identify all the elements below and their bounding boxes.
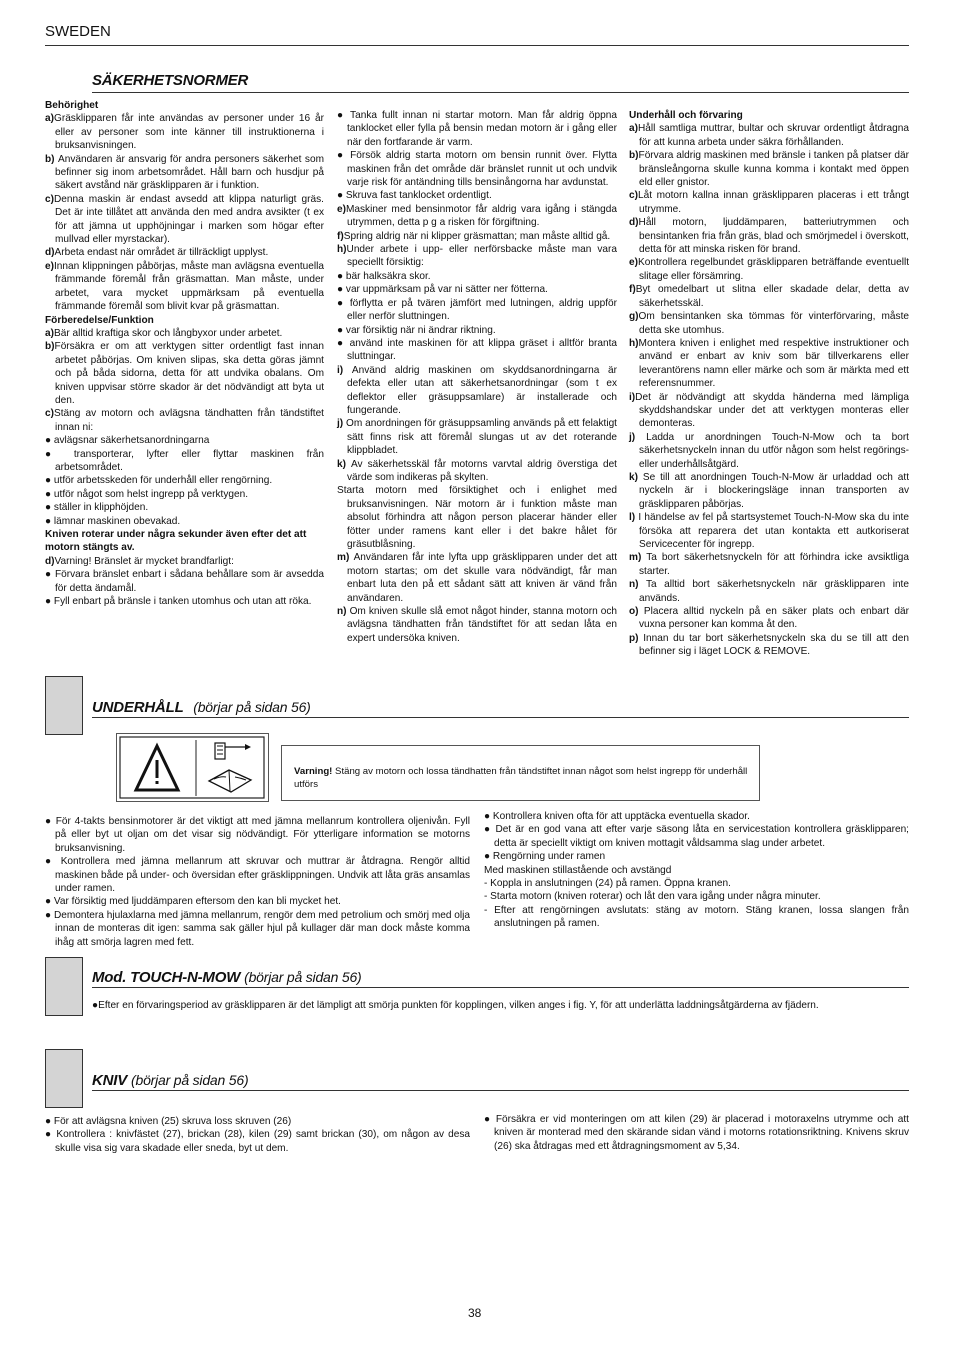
paragraph: ● Kontrollera med jämna mellanrum att skruvar och muttrar är åtdragna. Rengör alltid maskinen både på under- och översidan efter gräsklippningen. Undvik att låta gräs ansamlas under ramen. bbox=[45, 856, 470, 895]
paragraph: j) Ladda ur anordningen Touch-N-Mow och ta bort säkerhetsnyckeln innan du utför någon som helst regörings- eller underhållsåtgärd. bbox=[629, 431, 909, 470]
touch-text: ●Efter en förvaringsperiod av gräsklipparen är det lämpligt att smörja punkten för kopplingen, vilken anges i fig. Y, för att underlätta laddningsåtgärderna av fjädern. bbox=[92, 1000, 819, 1011]
knife-title-text: KNIV bbox=[92, 1072, 128, 1089]
warning-icons-box bbox=[116, 733, 269, 802]
paragraph: Starta motorn med försiktighet och i enlighet med bruksanvisningen. När motorn är i funktion måste man absolut förhindra att någon person placerar händer eller fötter under ramens kant eller i det bakre hålet för gräsutblåsning. bbox=[337, 485, 617, 550]
paragraph: ● Rengörning under ramen bbox=[484, 851, 606, 863]
warning-box bbox=[281, 745, 760, 801]
paragraph: j) Om anordningen för gräsuppsamling används på ett felaktigt sätt finns risk att föremål slungas ut av det roterande klippbladet. bbox=[337, 418, 617, 457]
page-number: 38 bbox=[468, 1306, 482, 1320]
paragraph: ● använd inte maskinen för att klippa gräset i alltför branta sluttningar. bbox=[337, 337, 617, 363]
paragraph: o) Placera alltid nyckeln på en säker plats och enbart där vuxna personer kan komma åt den. bbox=[629, 606, 909, 631]
maintenance-right-column bbox=[484, 810, 909, 931]
warning-label: Varning! bbox=[294, 766, 333, 777]
knife-title-rule bbox=[92, 1090, 909, 1091]
paragraph: f)Spring aldrig när ni klipper gräsmattan; man måste alltid gå. bbox=[337, 230, 611, 242]
touch-gray-tab bbox=[45, 957, 83, 1016]
touch-title-text: Mod. TOUCH-N-MOW bbox=[92, 969, 241, 986]
paragraph: m) Ta bort säkerhetsnyckeln för att förhindra icke avsiktliga starter. bbox=[629, 552, 909, 577]
paragraph: ● Skruva fast tanklocket ordentligt. bbox=[337, 190, 492, 202]
paragraph: k) Se till att anordningen Touch-N-Mow är urladdad och att nyckeln är i blockeringsläge innan transporten av gräsklipparen påbörjas. bbox=[629, 471, 909, 510]
paragraph: n) Ta alltid bort säkerhetsnyckeln när gräsklipparen inte används. bbox=[629, 579, 909, 604]
warning-message: Stäng av motorn och lossa tändhatten från tändstiftet innan något som helst ingrepp för underhåll utförs bbox=[294, 766, 748, 790]
maintenance-title bbox=[92, 699, 311, 716]
paragraph: c)Låt motorn kallna innan gräsklipparen placeras i ett trångt utrymme. bbox=[629, 190, 909, 215]
paragraph: h)Under arbete i upp- eller nerförsbacke måste man vara speciellt försiktig: bbox=[337, 244, 617, 269]
paragraph: e)Kontrollera regelbundet gräsklipparen beträffande eventuellt slitage eller försämring. bbox=[629, 257, 909, 282]
country-label: SWEDEN bbox=[45, 23, 111, 40]
paragraph: l) I händelse av fel på startsystemet Touch-N-Mow ska du inte försöka att reparera det utan kontakta ett autkoriserat Servicecenter för ingrepp. bbox=[629, 512, 909, 550]
paragraph: p) Innan du tar bort säkerhetsnyckeln ska du se till att den befinner sig i läget LOCK & REMOVE. bbox=[629, 632, 909, 658]
subheading: Förberedelse/Funktion bbox=[45, 314, 154, 326]
paragraph: Med maskinen stillastående och avstängd bbox=[484, 864, 672, 876]
paragraph: c)Stäng av motorn och avlägsna tändhatten från tändstiftet innan ni: bbox=[45, 408, 324, 433]
paragraph: - Efter att rengörningen avslutats: stäng av motorn. Stäng kranen, lossa slangen från anslutningen på ramen. bbox=[484, 904, 909, 930]
manual-book-icon bbox=[209, 770, 251, 792]
paragraph: ● Fyll enbart på bränsle i tanken utomhus och utan att röka. bbox=[45, 596, 312, 608]
paragraph: ● var uppmärksam på var ni sätter ner fötterna. bbox=[337, 284, 548, 296]
warning-triangle-icon bbox=[117, 734, 268, 801]
paragraph: n) Om kniven skulle slå emot något hinder, stanna motorn och avlägsna tändhatten från tändstiftet för att sedan låta en expert undersöka kniven. bbox=[337, 606, 617, 644]
touch-subtitle: (börjar på sidan 56) bbox=[244, 969, 362, 985]
paragraph: ● Kontrollera : knivfästet (27), brickan (28), kilen (29) samt brickan (30), om någon av desa skulle visa sig vara skadade eller sneda, byt ut dem. bbox=[45, 1129, 470, 1154]
paragraph: ● lämnar maskinen obevakad. bbox=[45, 515, 181, 527]
paragraph: ● Försäkra er vid monteringen om att kilen (29) är placerad i motoraxelns utrymme och att kniven är monterad med den skärande sidan vänd i motorns rotationsriktning. Knivens skruv (26) ska åtdragas med ett åtdragningsmoment av 5,34. bbox=[484, 1114, 909, 1152]
paragraph: ● ställer in klipphöjden. bbox=[45, 502, 149, 514]
touch-title bbox=[92, 969, 362, 986]
paragraph: g)Om bensintanken ska tömmas för vinterförvaring, måste detta ske utomhus. bbox=[629, 311, 909, 336]
paragraph: e)Maskiner med bensinmotor får aldrig vara igång i stängda utrymmen, detta p g a risken för förgiftning. bbox=[337, 203, 617, 229]
knife-gray-tab bbox=[45, 1049, 83, 1108]
paragraph: ● avlägsnar säkerhetsanordningarna bbox=[45, 435, 210, 447]
safety-column-2 bbox=[337, 109, 617, 645]
safety-title: SÄKERHETSNORMER bbox=[92, 72, 249, 89]
maintenance-left-column bbox=[45, 815, 470, 949]
paragraph: ● bär halksäkra skor. bbox=[337, 270, 431, 282]
maintenance-title-rule bbox=[92, 717, 909, 718]
safety-column-1 bbox=[45, 99, 324, 608]
paragraph: e)Innan klippningen påbörjas, måste man avlägsna eventuella främmande föremål från gräsmattan. Man måste, under arbetet, vara mycket uppmärksam på eventuella främmande föremål som blivit kvar på gräsmattan. bbox=[45, 260, 324, 313]
paragraph: i) Använd aldrig maskinen om skyddsanordningarna är defekta eller utan att säkerhetsanordningar (som t ex deflektor eller gräsuppsamlare) är installerade och fungerande. bbox=[337, 364, 617, 416]
paragraph: ● Var försiktig med ljuddämparen eftersom den kan bli mycket het. bbox=[45, 896, 341, 908]
paragraph: ● För 4-takts bensinmotorer är det viktigt att med jämna mellanrum kontrollera oljenivån. Fyll på eller byt ut oljan om det visar sig nödvändigt. För ytterligare information se motorns bruksanvisning. bbox=[45, 816, 470, 854]
paragraph: m) Användaren får inte lyfta upp gräsklipparen under det att motorn startas; om det skulle vara nödvändigt, får man enbart luta den på ett sådant sätt att kniven är vänd från användaren. bbox=[337, 552, 617, 604]
paragraph: ● Förvara bränslet enbart i sådana behållare som är avsedda för detta ändamål. bbox=[45, 569, 324, 594]
subheading: Kniven roterar under några sekunder även efter det att motorn stängts av. bbox=[45, 529, 307, 554]
paragraph: d)Varning! Bränslet är mycket brandfarligt: bbox=[45, 555, 234, 567]
paragraph: f)Byt omedelbart ut slitna eller skadade delar, detta av säkerhetsskäl. bbox=[629, 284, 909, 309]
paragraph: ● Försök aldrig starta motorn om bensin runnit över. Flytta maskinen från det område där bränslet runnit ut och undvik varje risk för antändning tills bensinångorna har avdunstat. bbox=[337, 150, 617, 189]
safety-column-3 bbox=[629, 109, 909, 659]
paragraph: k) Av säkerhetsskäl får motorns varvtal aldrig överstiga det värde som indikeras på skylten. bbox=[337, 458, 617, 483]
spark-plug-icon bbox=[215, 743, 251, 759]
paragraph: d)Arbeta endast när området är tillräckligt upplyst. bbox=[45, 247, 269, 259]
knife-right-column bbox=[484, 1113, 909, 1153]
subheading: Underhåll och förvaring bbox=[629, 110, 743, 121]
paragraph: i)Det är nödvändigt att skydda händerna med lämpliga skyddshandskar under det att verktygen monteras eller demonteras. bbox=[629, 391, 909, 430]
paragraph: ● Kontrollera kniven ofta för att upptäcka eventuella skador. bbox=[484, 811, 750, 822]
paragraph: ● Demontera hjulaxlarna med jämna mellanrum, rengör dem med petrolium och smörj med olja innan de monteras dit igen: samma sak gäller hjul på kullager där man dock måste komma ihåg att smörja lagren med fett. bbox=[45, 909, 470, 948]
paragraph: - Starta motorn (kniven roterar) och låt den vara igång under några minuter. bbox=[484, 891, 821, 903]
paragraph: ● För att avlägsna kniven (25) skruva loss skruven (26) bbox=[45, 1116, 292, 1127]
knife-subtitle: (börjar på sidan 56) bbox=[131, 1072, 249, 1088]
paragraph: h)Montera kniven i enlighet med respektive instruktioner och använd er enbart av kniv som bär tillverkarens eller leverantörens namn eller märke och som är märkta med ett referensnummer. bbox=[629, 337, 909, 390]
knife-title bbox=[92, 1072, 248, 1089]
paragraph: d)Håll motorn, ljuddämparen, batteriutrymmen och bensintanken fria från gräs, blad och smörjmedel i överskott, detta för att minska risken för brand. bbox=[629, 217, 909, 256]
paragraph: b)Försäkra er om att verktygen sitter ordentligt fast innan arbetet påbörjas. Om kniven slipas, ska detta göras jämnt och på båda sidorna, detta för att undvika obalans. Om kniven uppvisar större skador är det nödvändigt att byta ut den. bbox=[45, 341, 324, 406]
maintenance-subtitle: (börjar på sidan 56) bbox=[193, 699, 311, 715]
paragraph: ● var försiktig när ni ändrar riktning. bbox=[337, 324, 496, 336]
paragraph: ● förflytta er på tvären jämfört med lutningen, aldrig uppför eller nerför sluttningen. bbox=[337, 297, 617, 323]
paragraph: ● utför något som helst ingrepp på verktygen. bbox=[45, 488, 249, 500]
paragraph: - Koppla in anslutningen (24) på ramen. Öppna kranen. bbox=[484, 878, 731, 890]
header-rule bbox=[45, 45, 909, 46]
paragraph: b)Förvara aldrig maskinen med bränsle i tanken på platser där bränsleångorna skulle kunna komma i kontakt med öppen eld eller gnistor. bbox=[629, 150, 909, 189]
paragraph: a)Bär alltid kraftiga skor och långbyxor under arbetet. bbox=[45, 327, 283, 339]
warning-text bbox=[294, 766, 749, 791]
paragraph: ● transporterar, lyfter eller flyttar maskinen från arbetsområdet. bbox=[45, 448, 324, 473]
maintenance-title-text: UNDERHÅLL bbox=[92, 699, 184, 716]
subheading: Behörighet bbox=[45, 100, 99, 111]
knife-left-column bbox=[45, 1115, 470, 1155]
paragraph: ● Det är en god vana att efter varje säsong låta en servicestation kontrollera gräsklipparen; detta är speciellt viktigt om kniven mottagit våldsamma slag under arbetet. bbox=[484, 824, 909, 849]
touch-title-rule bbox=[92, 987, 909, 988]
paragraph: b) Användaren är ansvarig för andra personers säkerhet som befinner sig inom arbetsområdet. Håll barn och husdjur på säkert avstånd när gräsklipparen är i funktion. bbox=[45, 153, 324, 192]
safety-title-rule bbox=[92, 92, 909, 93]
paragraph: ● utför arbetsskeden för underhåll eller rengörning. bbox=[45, 475, 273, 487]
maintenance-gray-tab bbox=[45, 676, 83, 735]
paragraph: a)Gräsklipparen får inte användas av personer under 16 år eller av personer som inte känner till instruktionerna i bruksanvisningen. bbox=[45, 113, 324, 152]
paragraph: a)Håll samtliga muttrar, bultar och skruvar ordentligt åtdragna för att kunna arbeta under säkra förhållanden. bbox=[629, 123, 909, 148]
paragraph: ● Tanka fullt innan ni startar motorn. Man får aldrig öppna tanklocket eller fylla på bensin medan motorn är i gång eller när den fortfarande är varm. bbox=[337, 110, 617, 148]
paragraph: c)Denna maskin är endast avsedd att klippa naturligt gräs. Det är inte tillåtet att använda den med andra avsikter (t ex för att jämna ut upphöjningar i marken som högar efter mullvad eller myrstackar). bbox=[45, 193, 324, 246]
